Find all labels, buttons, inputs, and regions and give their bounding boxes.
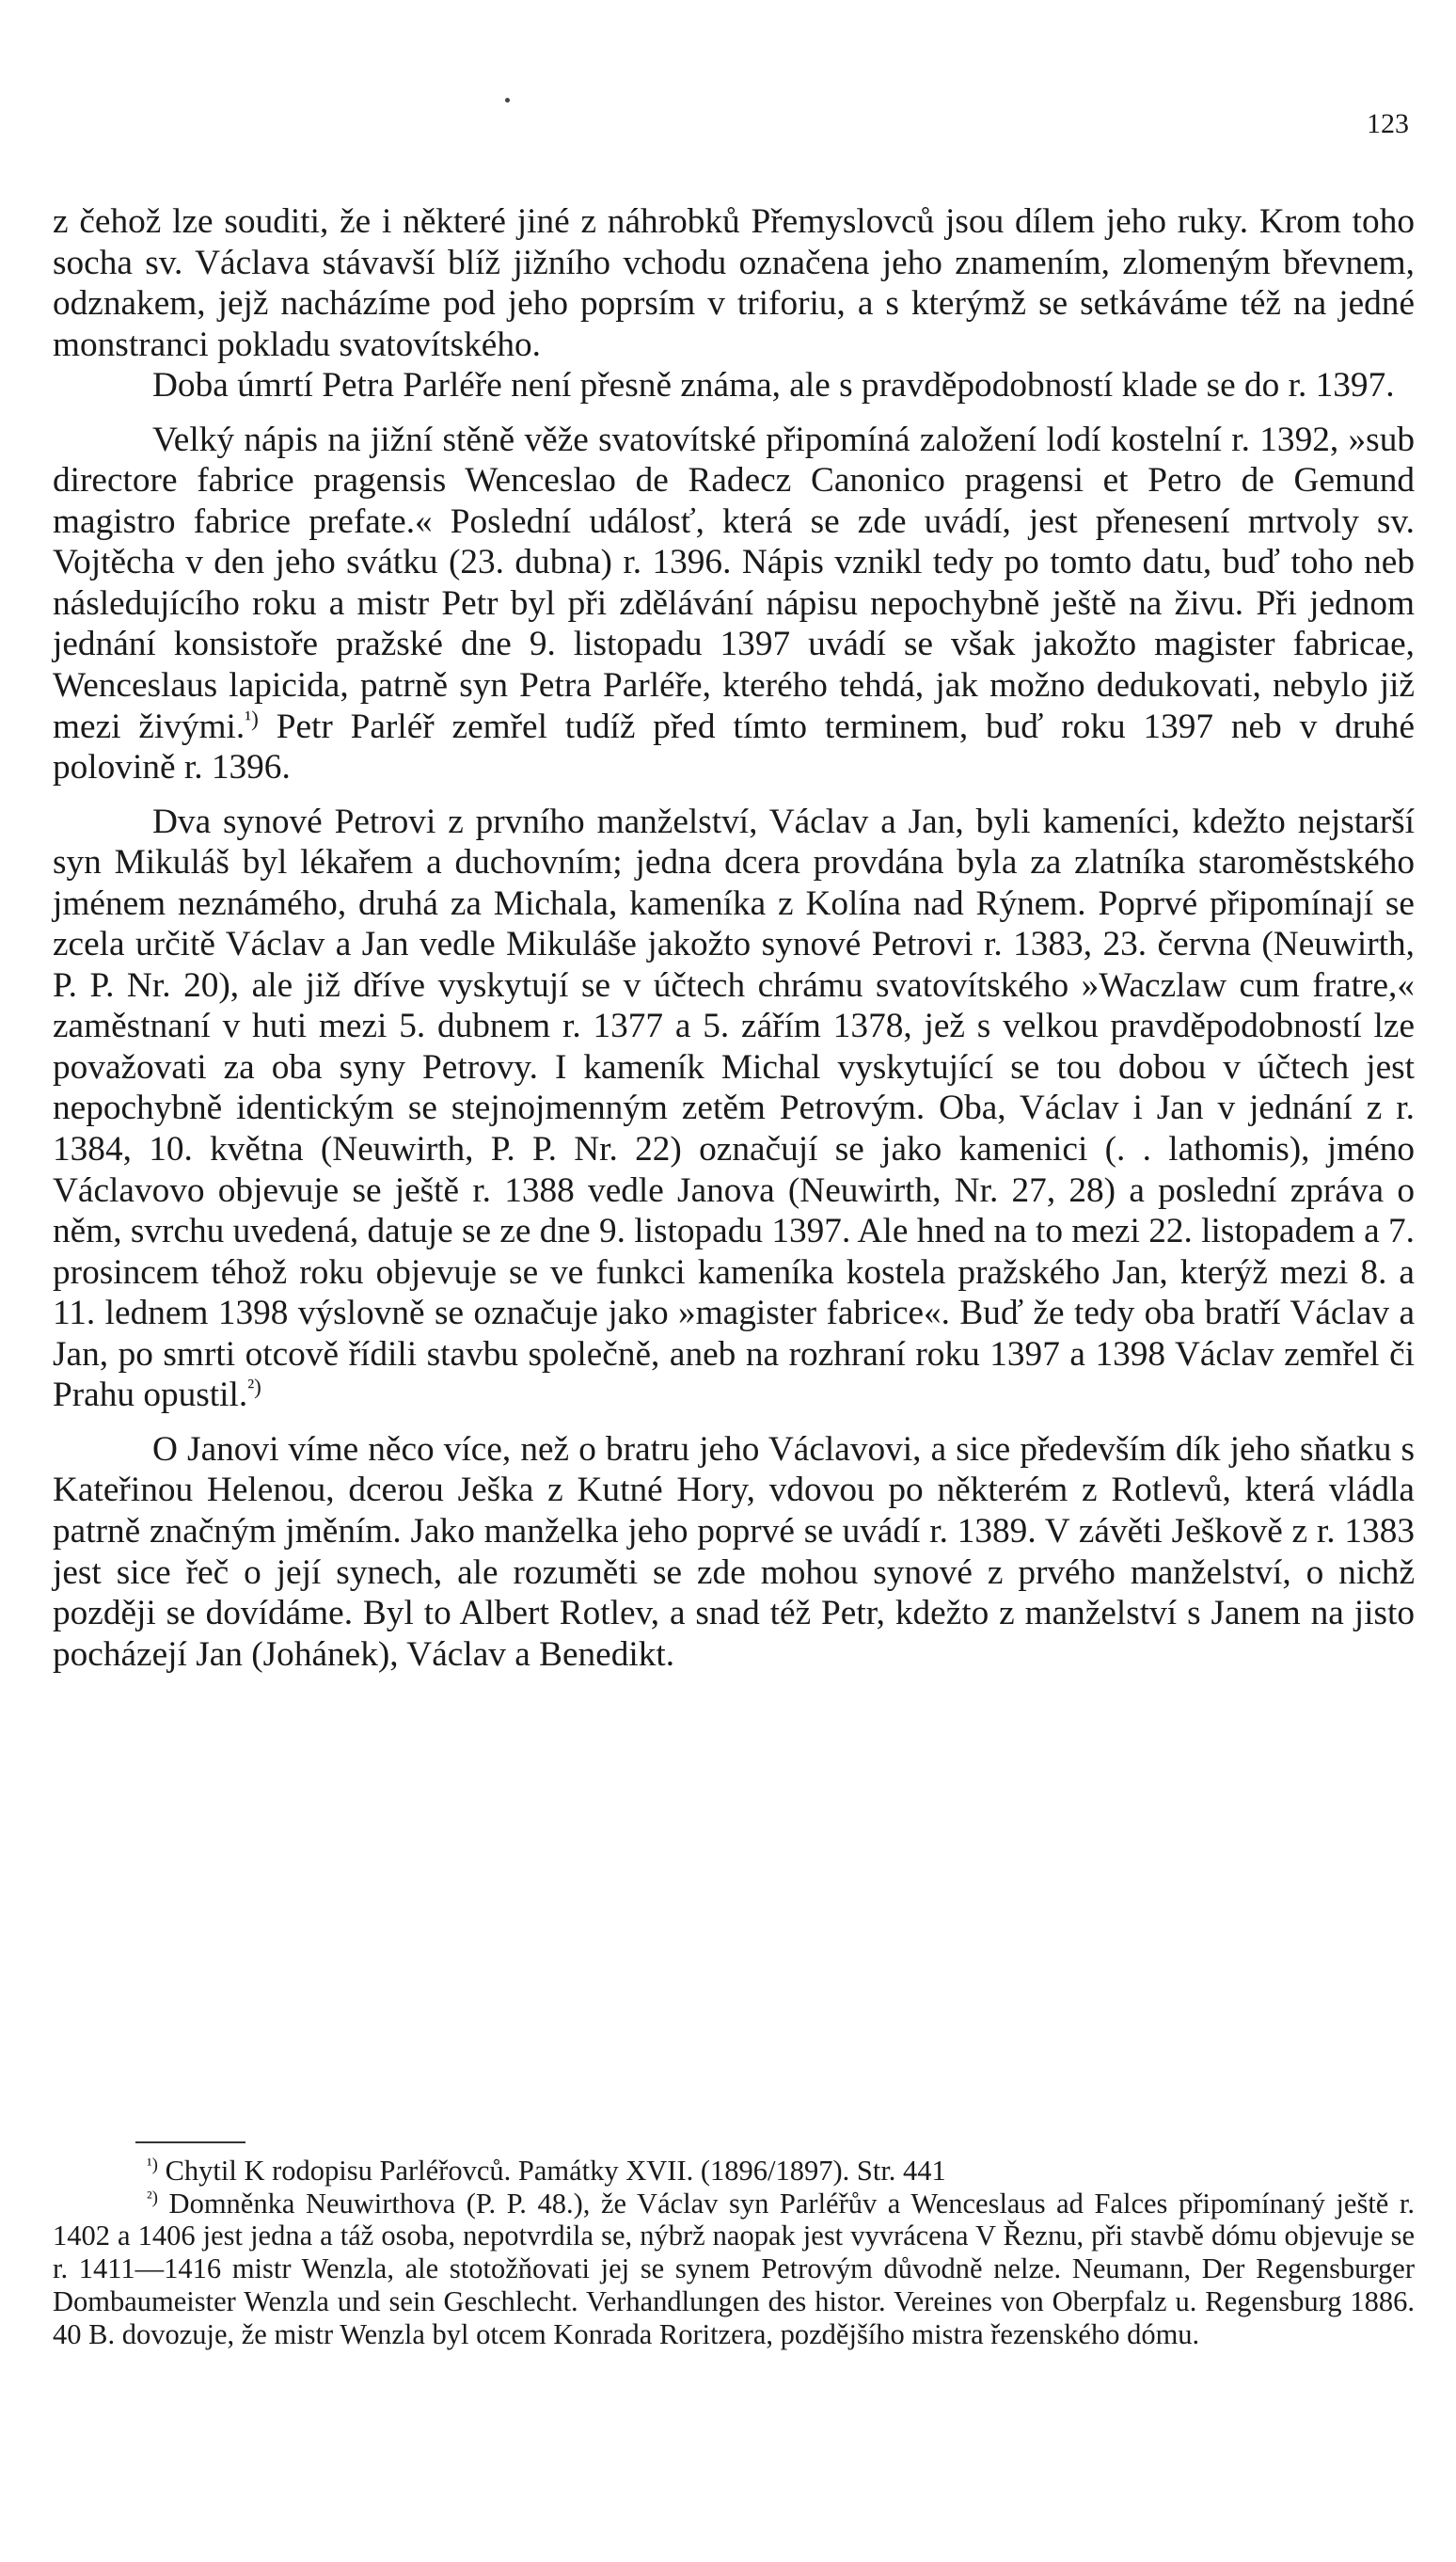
footnote-1-marker: ¹) bbox=[147, 2155, 158, 2175]
paragraph-1: z čehož lze souditi, že i některé jiné z náhrobků Přemyslovců jsou dílem jeho ruky. Krom toho socha sv. Václava stávavší blíž jižního vchodu označena jeho znamením, zlomeným břevnem, odznakem, jejž nacházíme pod jeho poprsím v triforiu, a s kterýmž se setkáváme též na jedné monstranci pokladu svatovítského. bbox=[53, 202, 1415, 364]
body-text bbox=[53, 201, 1415, 1675]
footnote-1 bbox=[53, 2155, 1415, 2188]
footnotes bbox=[53, 2155, 1415, 2350]
paragraph-3 bbox=[53, 420, 1415, 788]
footnote-divider bbox=[135, 2141, 245, 2143]
print-speck bbox=[505, 98, 510, 103]
paragraph-3-tail: Petr Parléř zemřel tudíž před tímto terminem, buď roku 1397 neb v druhé polovině r. 1396. bbox=[53, 707, 1415, 788]
page-number: 123 bbox=[1367, 108, 1409, 139]
paragraph-3-text: Velký nápis na jižní stěně věže svatovítské připomíná založení lodí kostelní r. 1392, »sub directore fabrice pragensis Wenceslao de Radecz Canonico pragensi et Petro de Gemund magistro fabrice prefate.« Poslední událosť, která se zde uvádí, jest přenesení mrtvoly sv. Vojtěcha v den jeho svátku (23. dubna) r. 1396. Nápis vznikl tedy po tomto datu, buď toho neb následujícího roku a mistr Petr byl při zdělávání nápisu nepochybně ještě na živu. Při jednom jednání konsistoře pražské dne 9. listopadu 1397 uvádí se však jakožto magister fabricae, Wenceslaus lapicida, patrně syn Petra Parléře, kterého tehdá, jak možno dedukovati, nebylo již mezi živými. bbox=[53, 420, 1415, 746]
footnote-2-text: Domněnka Neuwirthova (P. P. 48.), že Václav syn Parléřův a Wenceslaus ad Falces připomínaný ještě r. 1402 a 1406 jest jedna a táž osoba, nepotvrdila se, nýbrž naopak jest vyvrácena V Řeznu, při stavbě dómu objevuje se r. 1411—1416 mistr Wenzla, ale stotožňovati jej se synem Petrovým důvodně nelze. Neumann, Der Regensburger Dombaumeister Wenzla und sein Geschlecht. Verhandlungen des histor. Vereines von Oberpfalz u. Regensburg 1886. 40 B. dovozuje, že mistr Wenzla byl otcem Konrada Roritzera, pozdějšího mistra řezenského dómu. bbox=[53, 2187, 1415, 2350]
paragraph-4-text: Dva synové Petrovi z prvního manželství, Václav a Jan, byli kameníci, kdežto nejstarší syn Mikuláš byl lékařem a duchovním; jedna dcera provdána byla za zlatníka staroměstského jménem neznámého, druhá za Michala, kameníka z Kolína nad Rýnem. Poprvé připomínají se zcela určitě Václav a Jan vedle Mikuláše jakožto synové Petrovi r. 1383, 23. června (Neuwirth, P. P. Nr. 20), ale již dříve vyskytují se v účtech chrámu svatovítského »Waczlaw cum fratre,« zaměstnaní v huti mezi 5. dubnem r. 1377 a 5. zářím 1378, jež s velkou pravděpodobností lze považovati za oba syny Petrovy. I kameník Michal vyskytující se tou dobou v účtech jest nepochybně identickým se stejnojmenným zetěm Petrovým. Oba, Václav i Jan v jednání z r. 1384, 10. května (Neuwirth, P. P. Nr. 22) označují se jako kamenici (. . lathomis), jméno Václavovo objevuje se ještě r. 1388 vedle Janova (Neuwirth, Nr. 27, 28) a poslední zpráva o něm, svrchu uvedená, datuje se ze dne 9. listopadu 1397. Ale hned na to mezi 22. listopadem a 7. prosincem téhož roku objevuje se ve funkci kameníka kostela pražského Jan, kterýž mezi 8. a 11. lednem 1398 výslovně se označuje jako »magister fabrice«. Buď že tedy oba bratří Václav a Jan, po smrti otcově řídili stavbu společně, aneb na rozhraní roku 1397 a 1398 Václav zemřel či Prahu opustil. bbox=[53, 802, 1415, 1415]
footnote-2 bbox=[53, 2188, 1415, 2351]
footnote-ref-2: ²) bbox=[247, 1375, 261, 1400]
paragraph-5: O Janovi víme něco více, než o bratru jeho Václavovi, a sice především dík jeho sňatku s Kateřinou Helenou, dcerou Ješka z Kutné Hory, vdovou po některém z Rotlevů, která vládla patrně značným jměním. Jako manželka jeho poprvé se uvádí r. 1389. V závěti Ješkově z r. 1383 jest sice řeč o její synech, ale rozuměti se zde mohou synové z prvého manželství, o nichž později se dovídáme. Byl to Albert Rotlev, a snad též Petr, kdežto z manželství s Janem na jisto pocházejí Jan (Johánek), Václav a Benedikt. bbox=[53, 1429, 1415, 1674]
paragraph-4 bbox=[53, 802, 1415, 1416]
paragraph-2: Doba úmrtí Petra Parléře není přesně známa, ale s pravděpodobností klade se do r. 1397. bbox=[152, 366, 1395, 406]
footnote-1-text: Chytil K rodopisu Parléřovců. Památky XVII. (1896/1897). Str. 441 bbox=[165, 2155, 946, 2187]
footnote-2-marker: ²) bbox=[147, 2188, 158, 2208]
footnote-ref-1: ¹) bbox=[245, 706, 259, 731]
